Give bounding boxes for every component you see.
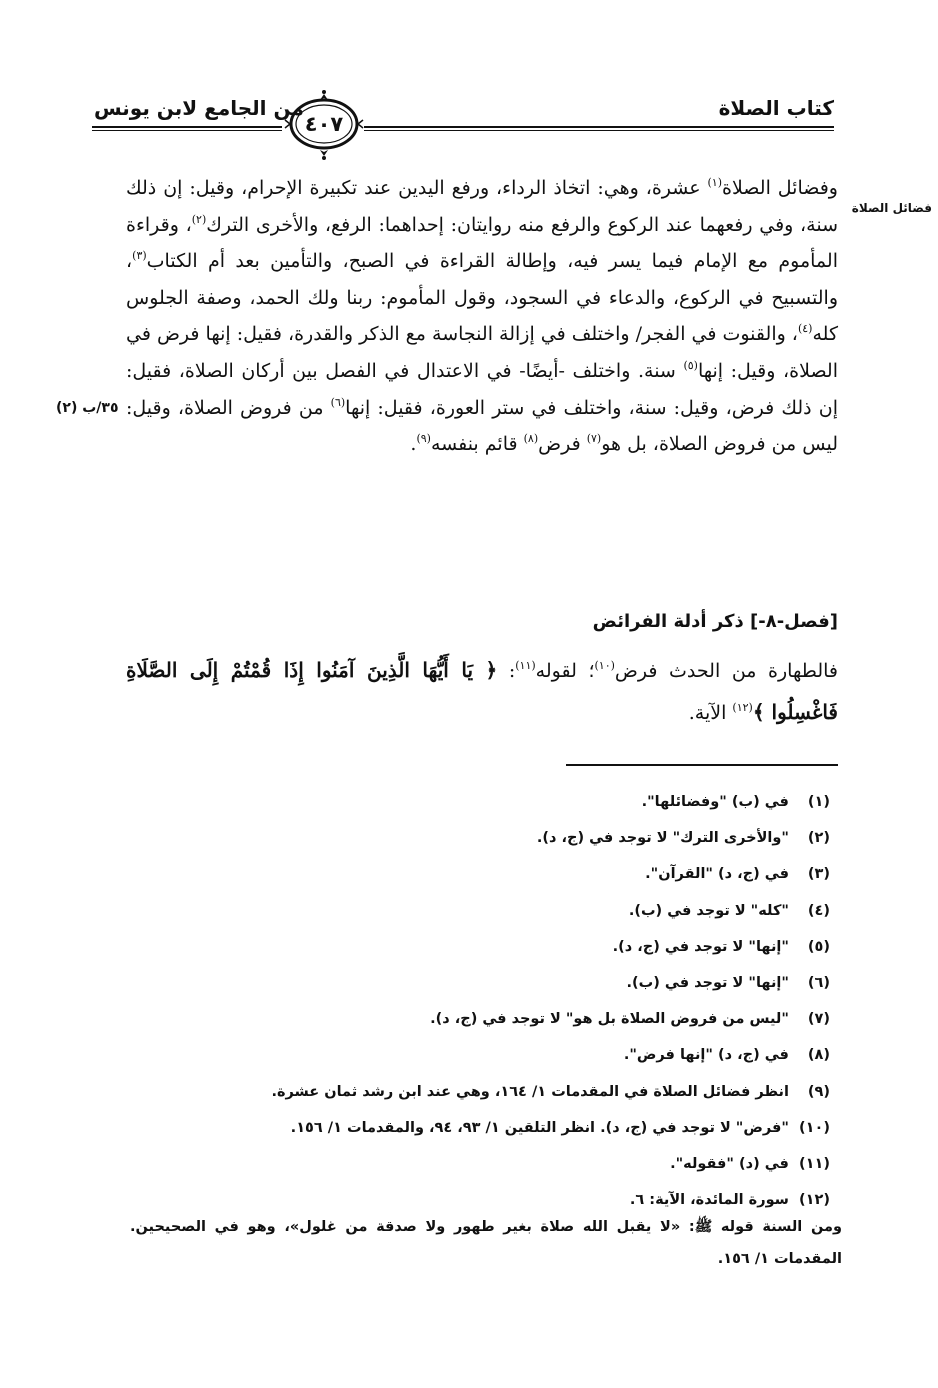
quran-verse: ﴿ يَا أَيُّهَا الَّذِينَ آمَنُوا إِذَا قُمْتُمْ إِلَى الصَّلَاةِ فَاغْسِلُوا ﴾: [126, 658, 838, 724]
text-run: فرض: [538, 433, 587, 456]
text-run: ، والقنوت في الفجر/ واختلف في إزالة النجاسة مع الذكر والقدرة، فقيل: إنها فرض في الصلاة، وقيل: إنها: [126, 323, 838, 382]
main-text: [126, 170, 838, 463]
footnote-text: "كله" لا توجد في (ب).: [628, 902, 789, 919]
footnote-ref: (١): [707, 176, 723, 189]
footnote-text: "إنها" لا توجد في (ج، د).: [612, 938, 789, 955]
running-head-book-title: كتاب الصلاة: [718, 96, 834, 120]
footnote-item: [100, 784, 830, 820]
footnote-number: (١٠): [799, 1119, 830, 1136]
paragraph-tahara: [126, 650, 838, 734]
footnote-continuation: ومن السنة قوله ﷺ: «لا يقبل الله صلاة بغير طهور ولا صدقة من غلول»، وهو في الصحيحين. المقدمات ١/ ١٥٦.: [130, 1219, 842, 1267]
footnote-ref: (٨): [523, 432, 539, 446]
footnote-number: (١١): [799, 1155, 830, 1172]
text-run: سنة. واختلف -أيضًا- في الاعتدال في الفصل بين أركان الصلاة، فقيل: إن ذلك فرض، وقيل: سنة، واختلف في ستر العورة، فقيل: إنها: [126, 359, 838, 419]
footnote-item: [100, 965, 830, 1001]
header-rule-left-thin: [92, 130, 282, 131]
text-run: ؛ لقوله: [535, 660, 595, 682]
footnote-ref: (١١): [515, 659, 536, 672]
margin-topic-note: فضائل الصلاة: [851, 201, 932, 215]
footnote-number: (١): [807, 794, 830, 810]
footnote-number: (٤): [807, 902, 830, 919]
footnote-item: [100, 929, 830, 965]
section-heading: [فصل-٨-] ذكر أدلة الفرائض: [592, 611, 838, 632]
footnote-item: [100, 1037, 830, 1073]
page-number: ٤٠٧: [304, 112, 344, 136]
footnote-ref: (١٢): [732, 701, 753, 714]
footnote-ref: (٣): [132, 249, 147, 263]
footnote-number: (٦): [807, 974, 830, 991]
footnote-item: [100, 1001, 830, 1037]
margin-folio-reference: ٣٥/ب (٢): [56, 400, 119, 416]
footnote-item: [100, 1110, 830, 1146]
header-rule-right: [364, 126, 834, 128]
footnote-number: (٩): [807, 1083, 830, 1100]
text-run: ، وقراءة المأموم مع الإمام فيما يسر فيه، وإطالة القراءة في الصبح، والتأمين بعد أم الكتاب: [126, 213, 838, 273]
footnote-ref: (٥): [683, 358, 698, 372]
text-run: عشرة، وهي: اتخاذ الرداء، ورفع اليدين عند تكبيرة الإحرام، وقيل: إن ذلك سنة، وفي رفعهما عند الركوع والرفع منه روايتان: إحداهما: الرفع، والأخرى الترك: [126, 177, 838, 236]
footnotes-list: [100, 784, 830, 1218]
footnote-text: "إنها" لا توجد في (ب).: [626, 974, 789, 991]
text-run: قائم بنفسه: [430, 433, 524, 456]
paragraph-fadail: [126, 170, 838, 463]
text-run: الآية.: [688, 702, 733, 724]
header-rule-left: [92, 126, 282, 128]
text-run: .: [410, 433, 417, 456]
footnote-item: [100, 1146, 830, 1182]
footnote-text: في (ج، د) "القرآن".: [645, 866, 789, 883]
footnote-item: [100, 1074, 830, 1110]
footnote-text: في (ب) "وفضائلها".: [641, 794, 789, 810]
footnote-ref: (٧): [586, 432, 602, 446]
footnote-number: (١٢): [799, 1192, 830, 1209]
footnote-text: في (د) "فقوله".: [670, 1155, 789, 1172]
footnote-ref: (١٠): [594, 659, 615, 672]
footnote-ref: (٩): [416, 432, 431, 446]
footnote-number: (٨): [807, 1047, 830, 1064]
footnote-text: انظر فضائل الصلاة في المقدمات ١/ ١٦٤، وهي عند ابن رشد ثمان عشرة.: [271, 1083, 789, 1100]
footnote-number: (٧): [807, 1011, 830, 1028]
footnote-item: [100, 856, 830, 892]
text-run: فالطهارة من الحدث فرض: [614, 660, 838, 682]
text-run: وفضائل الصلاة: [722, 177, 838, 199]
footnote-separator: [566, 764, 838, 766]
footnote-number: (٢): [807, 830, 830, 847]
footnote-text: "فرض" لا توجد في (ج، د). انظر التلقين ١/ ٩٣، ٩٤، والمقدمات ١/ ١٥٦.: [290, 1119, 789, 1136]
footnote-ref: (٢): [191, 212, 207, 226]
text-run: :: [497, 660, 516, 682]
footnote-ref: (٦): [330, 395, 346, 409]
header-rule-right-thin: [364, 130, 834, 131]
main-text-section: [126, 650, 838, 734]
footnote-text: "والأخرى الترك" لا توجد في (ج، د).: [536, 830, 789, 847]
text-run: ، والتسبيح في الركوع، والدعاء في السجود، وقول المأموم: ربنا ولك الحمد، وصفة الجلوس كله: [126, 250, 838, 346]
text-run: من فروض الصلاة، وقيل: ليس من فروض الصلاة، بل هو: [126, 396, 838, 456]
footnote-text: سورة المائدة، الآية: ٦.: [629, 1192, 789, 1209]
footnote-text: في (ج، د) "إنها فرض".: [623, 1047, 789, 1064]
footnote-number: (٣): [807, 866, 830, 883]
running-head-source-title: من الجامع لابن يونس: [94, 96, 304, 120]
footnote-ref: (٤): [797, 322, 813, 336]
footnote-number: (٥): [807, 938, 830, 955]
footnote-item: [100, 820, 830, 856]
footnote-item: [100, 893, 830, 929]
footnote-text: "ليس من فروض الصلاة بل هو" لا توجد في (ج، د).: [430, 1011, 789, 1028]
